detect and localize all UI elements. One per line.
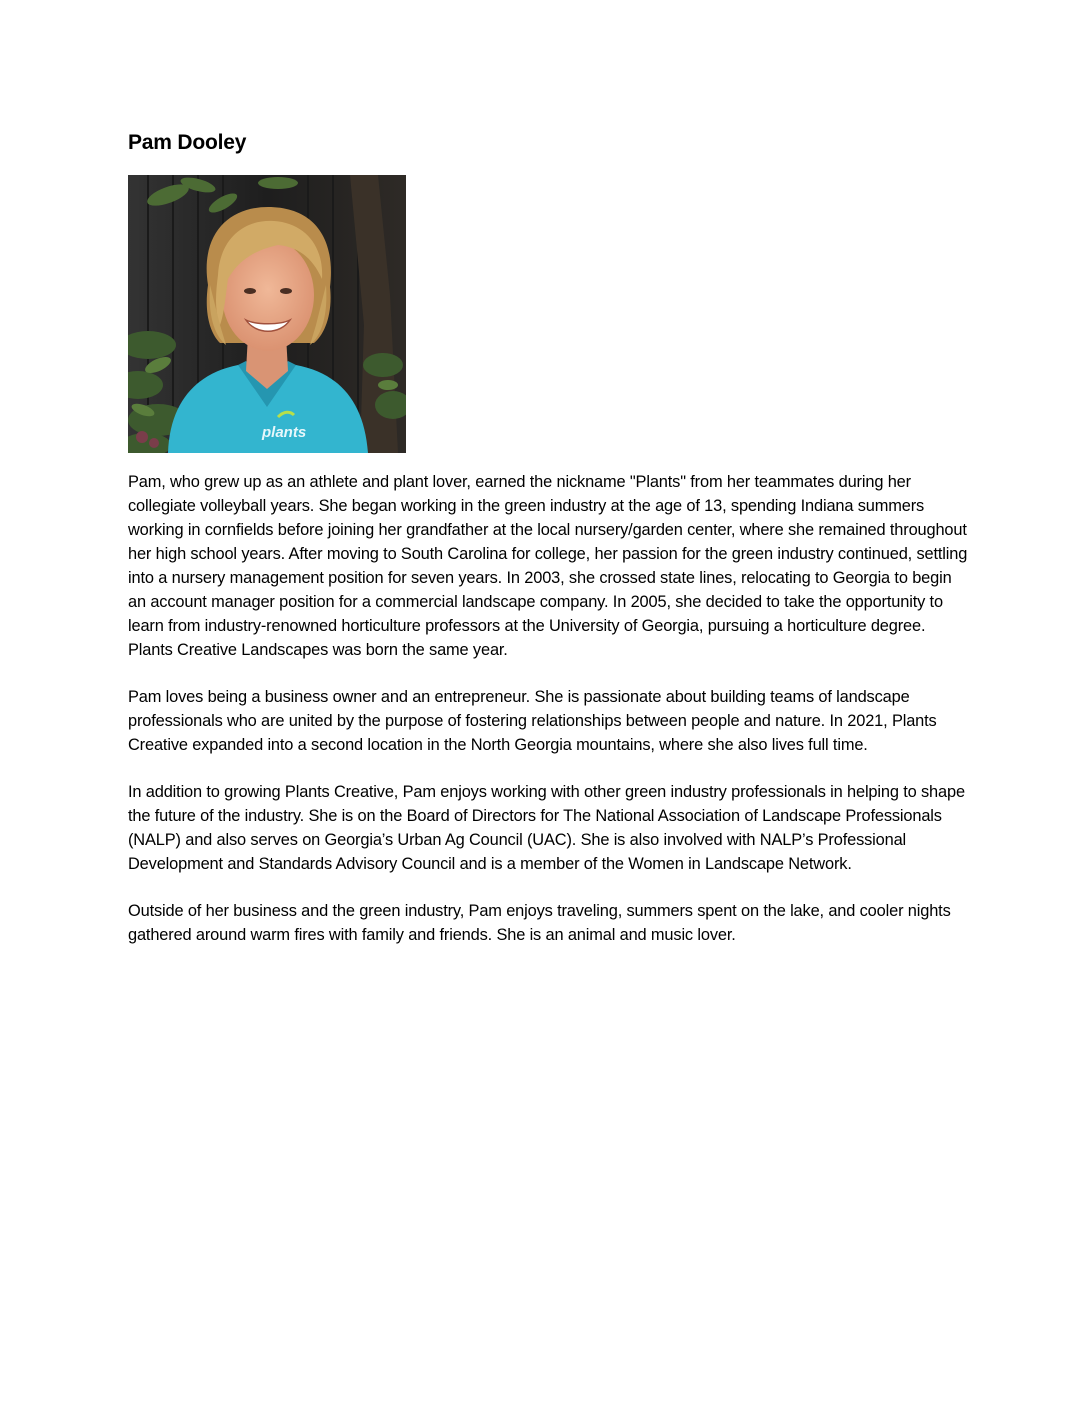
portrait-photo [128, 175, 406, 453]
shirt-logo: plants [262, 424, 307, 441]
bio-paragraph: In addition to growing Plants Creative, Pam enjoys working with other green industry professionals in helping to shape the future of the industry. She is on the Board of Directors for The National Association of Landscape Professionals (NALP) and also serves on Georgia’s Urban Ag Council (UAC). She is also involved with NALP’s Professional Development and Standards Advisory Council and is a member of the Women in Landscape Network. [128, 783, 965, 873]
bio-paragraph: Pam loves being a business owner and an entrepreneur. She is passionate about building teams of landscape professionals who are united by the purpose of fostering relationships between people and nature. In 2021, Plants Creative expanded into a second location in the North Georgia mountains, where she also lives full time. [128, 688, 937, 754]
biography [128, 470, 968, 970]
page-title: Pam Dooley [128, 131, 247, 154]
bio-paragraph: Outside of her business and the green industry, Pam enjoys traveling, summers spent on the lake, and cooler nights gathered around warm fires with family and friends. She is an animal and music lover. [128, 902, 951, 944]
bio-paragraph: Pam, who grew up as an athlete and plant lover, earned the nickname "Plants" from her teammates during her collegiate volleyball years. She began working in the green industry at the age of 13, spending Indiana summers working in cornfields before joining her grandfather at the local nursery/garden center, where she remained throughout her high school years. After moving to South Carolina for college, her passion for the green industry continued, settling into a nursery management position for seven years. In 2003, she crossed state lines, relocating to Georgia to begin an account manager position for a commercial landscape company. In 2005, she decided to take the opportunity to learn from industry-renowned horticulture professors at the University of Georgia, pursuing a horticulture degree. Plants Creative Landscapes was born the same year. [128, 473, 968, 659]
